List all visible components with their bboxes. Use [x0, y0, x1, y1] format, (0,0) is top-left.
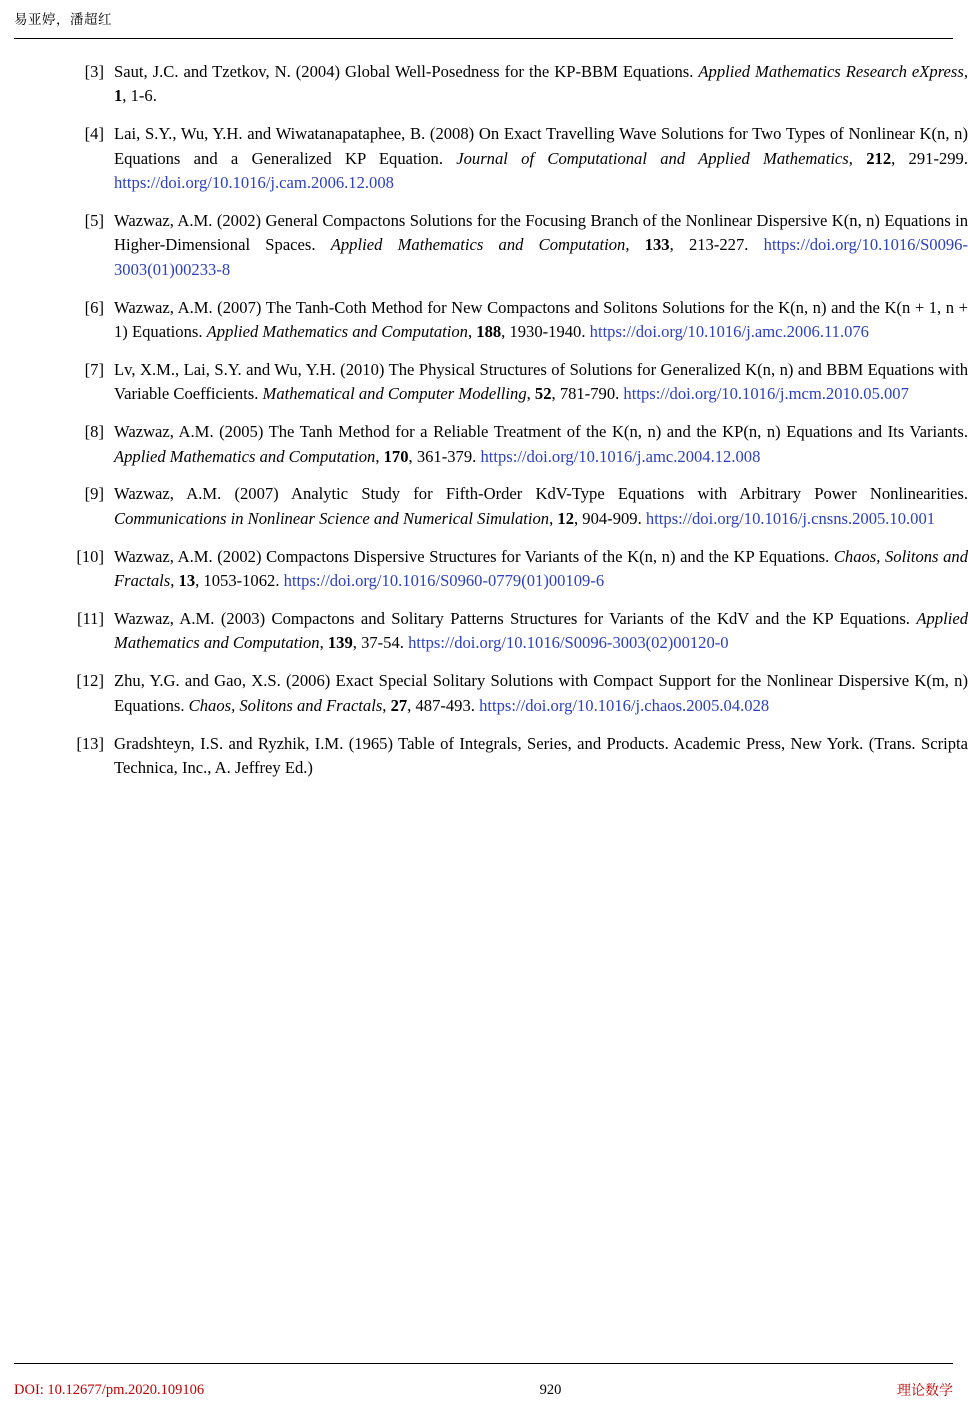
reference-text: Wazwaz, A.M. (2002) General Compactons Solutions for the Focusing Branch of the Nonlinear Dispersive K(n, n) Equations in Higher-Dimensional Spaces.: [114, 210, 968, 255]
reference-pages: , 781-790.: [551, 384, 624, 404]
reference-number: [13]: [76, 733, 104, 753]
doi-link[interactable]: https://doi.org/10.1016/j.cnsns.2005.10.001: [645, 508, 936, 528]
reference-text: Wazwaz, A.M. (2003) Compactons and Solitary Patterns Structures for Variants of the KdV and the KP Equations.: [114, 609, 917, 629]
reference-sep: ,: [319, 633, 328, 653]
reference-item: [68, 482, 968, 531]
reference-volume: 13: [178, 571, 196, 591]
reference-journal: Applied Mathematics and Computation: [330, 235, 626, 255]
reference-body: [114, 60, 968, 109]
reference-item: [68, 358, 968, 407]
footer-journal-name: 理论数学: [896, 1383, 953, 1399]
reference-body: [114, 482, 968, 531]
running-head: 易亚婷，潘超红: [14, 12, 112, 28]
reference-number: [10]: [76, 546, 104, 566]
doi-link[interactable]: https://doi.org/10.1016/j.mcm.2010.05.007: [623, 384, 909, 404]
reference-volume: 27: [390, 695, 408, 715]
reference-number: [7]: [84, 359, 104, 379]
reference-item: [68, 60, 968, 109]
reference-journal: Chaos, Solitons and Fractals: [188, 695, 383, 715]
doi-link[interactable]: https://doi.org/10.1016/j.cam.2006.12.008: [114, 173, 394, 193]
footer-divider: [14, 1363, 953, 1364]
reference-pages: , 361-379.: [408, 446, 477, 466]
reference-number: [8]: [84, 422, 104, 442]
reference-journal: Chaos, Solitons and Fractals: [114, 546, 968, 591]
doi-link[interactable]: https://doi.org/10.1016/S0096-3003(02)00120-0: [408, 633, 729, 653]
reference-item: [68, 669, 968, 718]
reference-text: Lai, S.Y., Wu, Y.H. and Wiwatanapataphee, B. (2008) On Exact Travelling Wave Solutions for Two Types of Nonlinear K(n, n) Equations and a Generalized KP Equation.: [114, 124, 968, 168]
reference-journal: Applied Mathematics Research eXpress: [698, 62, 964, 81]
reference-pages: , 904-909.: [573, 508, 646, 528]
reference-text: Saut, J.C. and Tzetkov, N. (2004) Global Well-Posedness for the KP-BBM Equations.: [114, 62, 699, 81]
reference-text: Lv, X.M., Lai, S.Y. and Wu, Y.H. (2010) The Physical Structures of Solutions for Generalized K(n, n) and BBM Equations with Variable Coefficients.: [114, 359, 968, 404]
reference-sep: ,: [848, 148, 867, 168]
reference-pages: , 213-227.: [669, 235, 764, 255]
reference-text: Gradshteyn, I.S. and Ryzhik, I.M. (1965) Table of Integrals, Series, and Products. Academic Press, New York. (Trans. Scripta Technica, Inc., A. Jeffrey Ed.): [114, 733, 968, 777]
reference-number: [5]: [84, 210, 104, 230]
reference-body: [114, 545, 968, 594]
reference-text: Wazwaz, A.M. (2002) Compactons Dispersive Structures for Variants of the K(n, n) and the KP Equations.: [114, 546, 834, 566]
reference-item: [68, 296, 968, 345]
reference-journal: Journal of Computational and Applied Mathematics: [456, 148, 849, 168]
reference-text: Wazwaz, A.M. (2007) The Tanh-Coth Method for New Compactons and Solitons Solutions for the K(n, n) and the K(n + 1, n + 1) Equations.: [114, 297, 968, 342]
reference-pages: , 1930-1940.: [501, 322, 590, 342]
reference-item: [68, 209, 968, 282]
reference-item: [68, 122, 968, 195]
reference-sep: ,: [625, 235, 645, 255]
reference-list: [68, 60, 968, 794]
reference-volume: 139: [327, 633, 353, 653]
reference-pages: , 37-54.: [352, 633, 404, 653]
reference-number: [6]: [84, 297, 104, 317]
reference-body: [114, 296, 968, 345]
reference-text: Wazwaz, A.M. (2007) Analytic Study for Fifth-Order KdV-Type Equations with Arbitrary Power Nonlinearities.: [114, 484, 968, 504]
reference-body: [114, 732, 968, 781]
doi-link[interactable]: https://doi.org/10.1016/j.amc.2004.12.008: [480, 446, 761, 466]
reference-sep: ,: [526, 384, 535, 404]
doi-link[interactable]: https://doi.org/10.1016/S0096-3003(01)00233-8: [114, 235, 968, 279]
reference-body: [114, 209, 968, 282]
reference-body: [114, 420, 968, 469]
reference-body: [114, 358, 968, 407]
reference-number: [3]: [84, 62, 104, 81]
reference-number: [9]: [84, 484, 104, 504]
reference-item: [68, 732, 968, 781]
reference-journal: Applied Mathematics and Computation: [206, 322, 468, 342]
reference-sep: ,: [382, 695, 391, 715]
reference-journal: Communications in Nonlinear Science and Numerical Simulation: [114, 508, 550, 528]
reference-item: [68, 420, 968, 469]
page-footer: [14, 1380, 953, 1400]
reference-text: Wazwaz, A.M. (2005) The Tanh Method for a Reliable Treatment of the K(n, n) and the KP(n, n) Equations and Its Variants.: [114, 422, 968, 442]
reference-volume: 1: [114, 86, 123, 106]
reference-pages: , 1-6.: [122, 86, 157, 106]
reference-number: [11]: [76, 609, 104, 629]
reference-journal: Applied Mathematics and Computation: [114, 446, 376, 466]
reference-volume: 12: [557, 508, 574, 528]
reference-item: [68, 607, 968, 656]
reference-pages: , 487-493.: [407, 695, 475, 715]
reference-number: [4]: [84, 124, 104, 144]
reference-sep: ,: [170, 571, 179, 591]
reference-item: [68, 545, 968, 594]
reference-volume: 170: [383, 446, 409, 466]
reference-volume: 188: [476, 322, 502, 342]
reference-volume: 52: [534, 384, 552, 404]
reference-pages: , 291-299.: [891, 148, 968, 168]
header-divider: [14, 38, 953, 39]
footer-page-number: 920: [539, 1381, 562, 1398]
reference-number: [12]: [76, 671, 104, 691]
reference-volume: 133: [644, 235, 670, 255]
doi-link[interactable]: https://doi.org/10.1016/j.amc.2006.11.076: [589, 322, 869, 342]
reference-body: [114, 669, 968, 718]
reference-journal: Mathematical and Computer Modelling: [262, 384, 527, 404]
footer-doi[interactable]: DOI: 10.12677/pm.2020.109106: [14, 1381, 205, 1398]
doi-link[interactable]: https://doi.org/10.1016/j.chaos.2005.04.028: [479, 695, 770, 715]
reference-text: Zhu, Y.G. and Gao, X.S. (2006) Exact Special Solitary Solutions with Compact Support for the Nonlinear Dispersive K(m, n) Equations.: [114, 671, 968, 715]
reference-pages: , 1053-1062.: [195, 571, 280, 591]
reference-sep: ,: [549, 508, 558, 528]
reference-volume: 212: [866, 148, 892, 168]
reference-body: [114, 122, 968, 195]
reference-sep: ,: [467, 322, 477, 342]
doi-link[interactable]: https://doi.org/10.1016/S0960-0779(01)00109-6: [283, 571, 605, 591]
reference-body: [114, 607, 968, 656]
reference-sep: ,: [375, 446, 384, 466]
reference-journal: Applied Mathematics and Computation: [114, 609, 968, 653]
reference-sep: ,: [963, 62, 968, 81]
